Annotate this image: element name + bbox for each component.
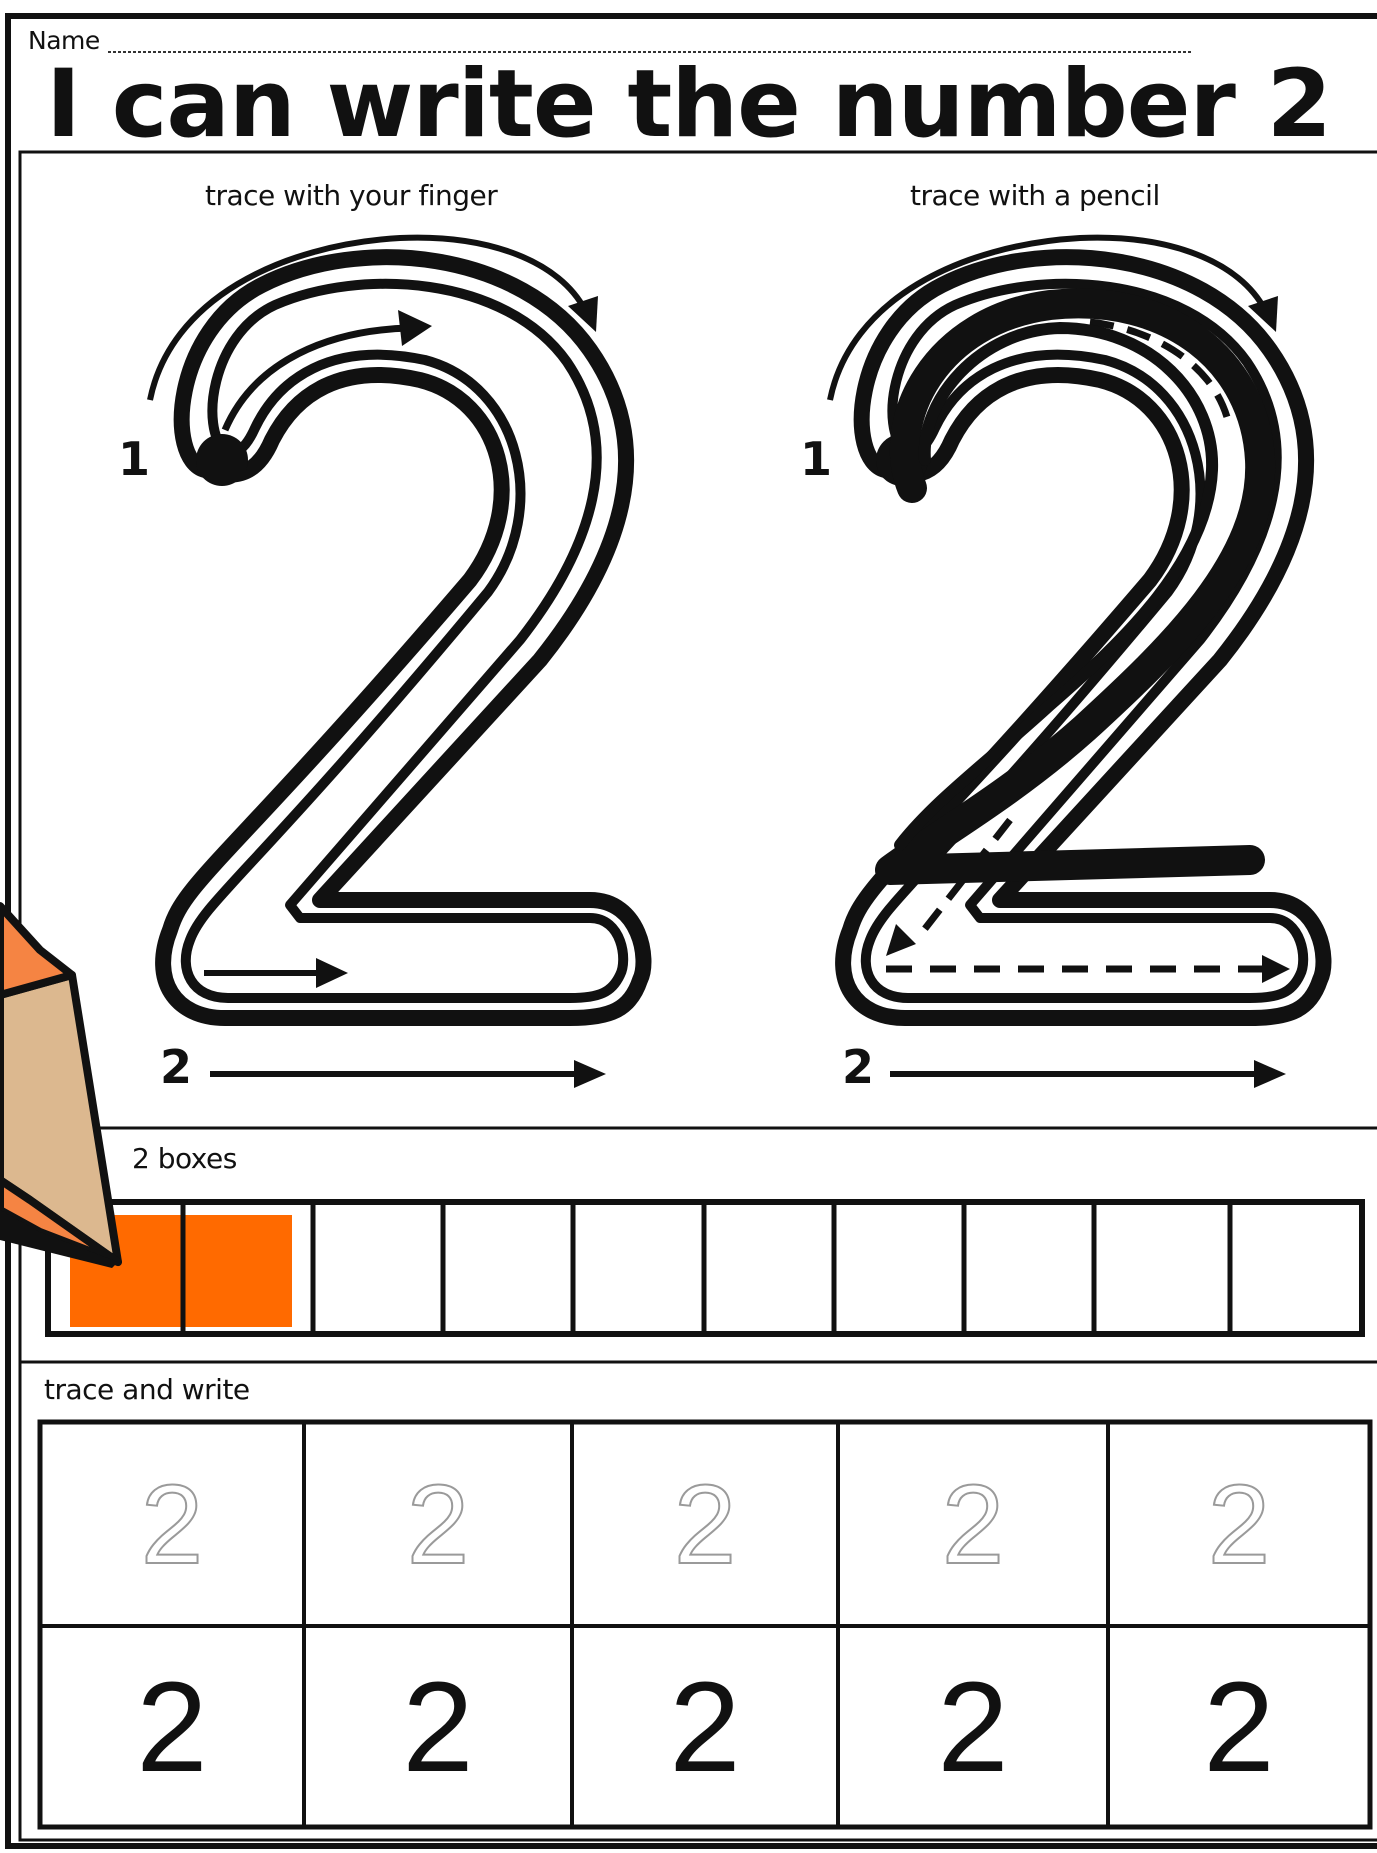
arrow-icon xyxy=(574,1060,606,1088)
section-label-boxes: 2 boxes xyxy=(132,1142,237,1175)
arrow-icon xyxy=(398,310,432,346)
stroke-number: 1 xyxy=(800,432,833,486)
stroke-number: 2 xyxy=(160,1040,193,1094)
write-digit[interactable]: 2 xyxy=(669,1655,741,1799)
write-digit[interactable]: 2 xyxy=(136,1655,208,1799)
arrow-icon xyxy=(1254,1060,1286,1088)
stroke-number: 1 xyxy=(118,432,151,486)
page-title: I can write the number 2 xyxy=(46,50,1331,159)
pencil-tip xyxy=(0,906,72,995)
section-label-finger: trace with your finger xyxy=(205,179,498,212)
arrow-icon xyxy=(316,958,348,988)
trace-digit[interactable]: 2 xyxy=(673,1462,737,1587)
ten-frame[interactable] xyxy=(48,1202,1362,1334)
write-digit[interactable]: 2 xyxy=(937,1655,1009,1799)
start-dot-icon xyxy=(196,434,248,486)
section-label-pencil: trace with a pencil xyxy=(910,179,1160,212)
stroke-number: 2 xyxy=(842,1040,875,1094)
finger-trace-digit[interactable] xyxy=(150,238,643,1094)
section-label-trace-write: trace and write xyxy=(44,1373,250,1406)
trace-digit[interactable]: 2 xyxy=(406,1462,470,1587)
trace-digit[interactable]: 2 xyxy=(140,1462,204,1587)
write-digit[interactable]: 2 xyxy=(1203,1655,1275,1799)
trace-digit[interactable]: 2 xyxy=(1207,1462,1271,1587)
arrow-icon xyxy=(1262,955,1290,983)
name-label: Name xyxy=(28,26,100,55)
pencil-trace-digit[interactable] xyxy=(830,238,1323,1094)
pencil-icon xyxy=(0,906,118,1268)
trace-digit[interactable]: 2 xyxy=(941,1462,1005,1587)
arrow-icon xyxy=(886,924,916,956)
write-digit[interactable]: 2 xyxy=(402,1655,474,1799)
